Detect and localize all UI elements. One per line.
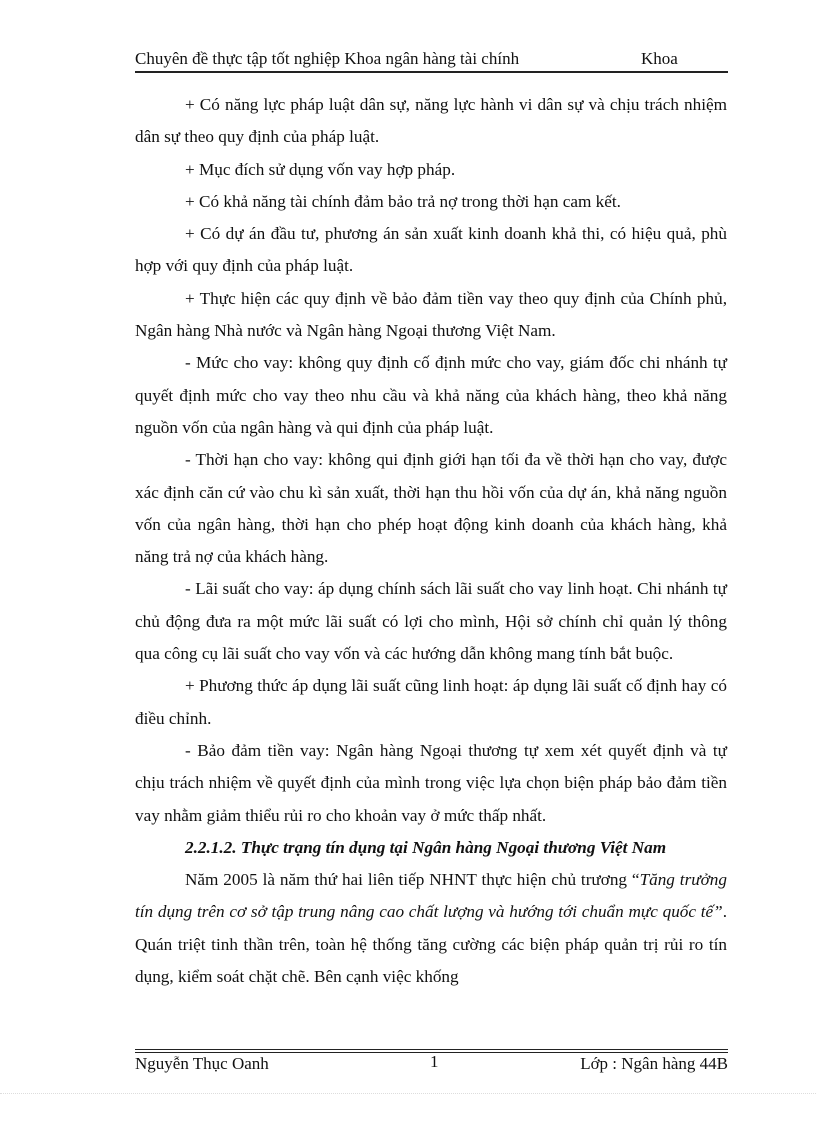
quoted-italic-text: Tăng trưởng tín dụng trên cơ sở tập trung nâng cao chất lượng và hướng tới chuẩn mực quốc tế” [135, 870, 727, 922]
paragraph: - Bảo đảm tiền vay: Ngân hàng Ngoại thương tự xem xét quyết định và tự chịu trách nhiệm về quyết định của mình trong việc lựa chọn biện pháp bảo đảm tiền vay nhằm giảm thiểu rủi ro cho khoản vay ở mức thấp nhất. [135, 740, 727, 825]
paragraph: + Có năng lực pháp luật dân sự, năng lực hành vi dân sự và chịu trách nhiệm dân sự theo quy định của pháp luật. [135, 95, 727, 147]
page-header [135, 49, 728, 73]
paragraph: - Mức cho vay: không quy định cố định mức cho vay, giám đốc chi nhánh tự quyết định mức cho vay theo nhu cầu và khả năng của khách hàng, theo khả năng nguồn vốn của ngân hàng và qui định của pháp luật. [135, 353, 727, 437]
section-heading: 2.2.1.2. Thực trạng tín dụng tại Ngân hàng Ngoại thương Việt Nam [185, 837, 667, 857]
document-body [135, 89, 727, 993]
paragraph-text: . Quán triệt tinh thần trên, toàn hệ thống tăng cường các biện pháp quản trị rủi ro tín dụng, kiểm soát chặt chẽ. Bên cạnh việc khống [135, 902, 727, 987]
paragraph: + Có khả năng tài chính đảm bảo trả nợ trong thời hạn cam kết. [185, 191, 621, 211]
paragraph: - Thời hạn cho vay: không qui định giới hạn tối đa về thời hạn cho vay, được xác định căn cứ vào chu kì sản xuất, thời hạn thu hồi vốn của dự án, khả năng nguồn vốn của ngân hàng, thời hạn cho phép hoạt động kinh doanh của khách hàng, khả năng trả nợ của khách hàng. [135, 450, 727, 567]
header-right-text: Khoa [641, 49, 678, 68]
header-title: Chuyên đề thực tập tốt nghiệp Khoa ngân hàng tài chính [135, 49, 520, 68]
paragraph: + Thực hiện các quy định về bảo đảm tiền vay theo quy định của Chính phủ, Ngân hàng Nhà nước và Ngân hàng Ngoại thương Việt Nam. [135, 288, 727, 341]
paragraph: - Lãi suất cho vay: áp dụng chính sách lãi suất cho vay linh hoạt. Chi nhánh tự chủ động đưa ra một mức lãi suất có lợi cho mình, Hội sở chính chỉ quản lý thông qua công cụ lãi suất cho vay vốn và các hướng dẫn không mang tính bắt buộc. [135, 579, 727, 664]
page-footer [135, 1054, 728, 1078]
paragraph [135, 864, 727, 993]
footer-author: Nguyễn Thục Oanh [135, 1054, 269, 1073]
page-edge-divider [0, 1093, 816, 1094]
paragraph: + Mục đích sử dụng vốn vay hợp pháp. [185, 159, 456, 179]
paragraph: + Có dự án đầu tư, phương án sản xuất kinh doanh khả thi, có hiệu quả, phù hợp với quy định của pháp luật. [135, 224, 727, 276]
footer-class: Lớp : Ngân hàng 44B [580, 1054, 728, 1073]
paragraph-text: Năm 2005 là năm thứ hai liên tiếp NHNT thực hiện chủ trương “ [185, 870, 640, 890]
paragraph: + Phương thức áp dụng lãi suất cũng linh hoạt: áp dụng lãi suất cố định hay có điều chỉnh. [135, 676, 727, 728]
page-number: 1 [430, 1052, 439, 1071]
